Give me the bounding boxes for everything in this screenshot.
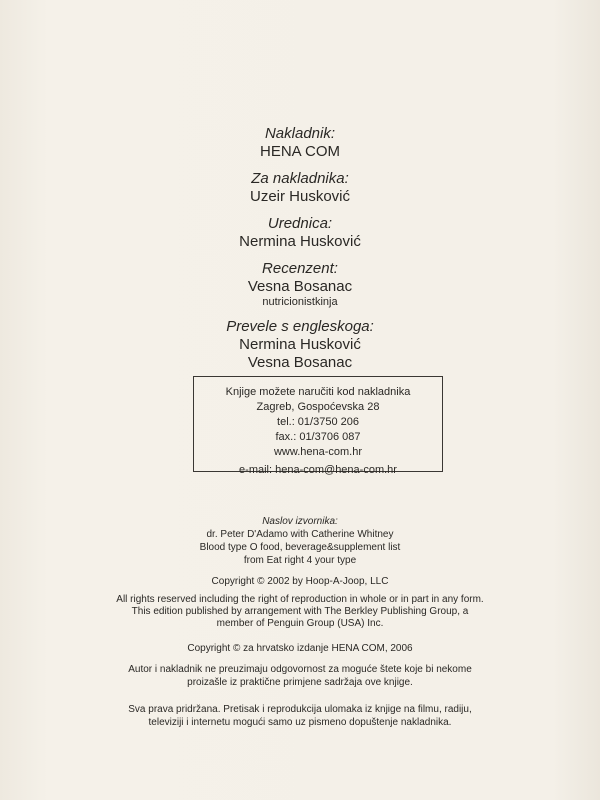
credit-role: Nakladnik: [264,125,336,142]
credit-role: Urednica: [267,215,333,232]
original-title-block [0,515,600,567]
protection-line: Sva prava pridržana. Pretisak i reprodukcija ulomaka iz knjige na filmu, radiju, [128,704,472,715]
original-title-line: from Eat right 4 your type [243,555,357,566]
order-email: e-mail: hena-com@hena-com.hr [239,464,397,476]
order-fax: fax.: 01/3706 087 [275,431,361,443]
protection-block [0,703,600,729]
credit-role: Za nakladnika: [251,170,349,187]
original-title-line: Blood type O food, beverage&supplement list [199,542,401,553]
order-text: Knjige možete naručiti kod nakladnika [225,386,411,398]
protection-line: televiziji i internetu mogući samo uz pismeno dopuštenje nakladnika. [148,717,452,728]
original-title-line: dr. Peter D'Adamo with Catherine Whitney [206,529,394,540]
order-phone: tel.: 01/3750 206 [277,416,359,428]
credit-name: HENA COM [259,143,340,160]
credit-name: Vesna Bosanac [247,278,353,295]
rights-line: This edition published by arrangement with The Berkley Publishing Group, a [131,606,469,617]
credit-name: Uzeir Husković [249,188,351,205]
credit-name: Nermina Husković [239,233,361,250]
credit-name: Nermina Husković [239,336,361,353]
disclaimer-line: Autor i nakladnik ne preuzimaju odgovornost za moguće štete koje bi nekome [128,664,472,675]
credit-role: Prevele s engleskoga: [226,318,374,335]
credits-block [0,124,600,380]
credit-translators [0,317,600,372]
order-address: Zagreb, Gospoćevska 28 [256,401,380,413]
credit-for-publisher [0,169,600,206]
credit-role: Recenzent: [262,260,338,277]
order-website: www.hena-com.hr [273,446,363,458]
copyright-croatian: Copyright © za hrvatsko izdanje HENA COM, 2006 [187,643,413,654]
rights-block [0,594,600,630]
credit-reviewer [0,259,600,309]
disclaimer-block [0,663,600,689]
rights-line: member of Penguin Group (USA) Inc. [216,618,384,629]
copyright-original: Copyright © 2002 by Hoop-A-Joop, LLC [211,576,389,587]
original-title-label: Naslov izvornika: [262,516,338,527]
order-info-box [193,376,443,476]
disclaimer-line: proizašle iz praktične primjene sadržaja ove knjige. [187,677,413,688]
credit-publisher [0,124,600,161]
credit-note: nutricionistkinja [262,296,338,308]
rights-line: All rights reserved including the right of reproduction in whole or in part in any form. [116,594,484,605]
credit-name: Vesna Bosanac [247,354,353,371]
credit-editor [0,214,600,251]
